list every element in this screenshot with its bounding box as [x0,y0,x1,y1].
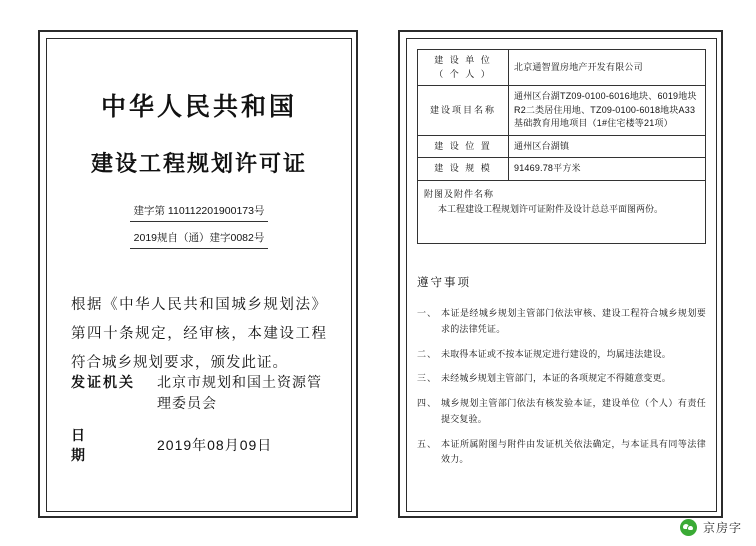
issue-date-value: 2019年08月09日 [157,437,273,453]
rule-number: 三、 [417,373,438,384]
certificate-inner-border [46,38,352,512]
source-badge [680,519,742,536]
rule-text: 本证所属附图与附件由发证机关依法确定，与本证具有同等法律效力。 [441,438,706,465]
details-inner-border [406,38,717,512]
issue-date-label: 日 期 [71,427,135,463]
issue-date-row [71,425,327,465]
row-label-construction-unit [418,50,509,86]
table-row [418,50,706,86]
certificate-number-line-2: 2019规自（通）建字0082号 [130,231,269,249]
row-value-project-name: 通州区台湖TZ09-0100-6016地块、6019地块R2二类居住用地、TZ09-0100-6018地块A33基础教育用地项目（1#住宅楼等21项） [509,86,706,136]
certificate-title-sub: 建设工程规划许可证 [90,151,307,176]
certificate-number-block [71,204,327,249]
issuer-label: 发证机关 [71,374,135,391]
rule-number: 一、 [417,308,438,319]
list-item [417,396,706,428]
table-row [418,135,706,158]
rules-title: 遵守事项 [417,277,471,290]
list-item [417,306,706,338]
row-value-scale: 91469.78平方米 [509,158,706,181]
row-label-scale: 建 设 规 模 [418,158,509,181]
list-item [417,347,706,363]
issuer-block [71,372,327,465]
table-row [418,158,706,181]
rule-text: 本证是经城乡规划主管部门依法审核、建设工程符合城乡规划要求的法律凭证。 [441,308,706,334]
certificate-title-main: 中华人民共和国 [100,93,297,121]
rule-text: 未经城乡规划主管部门，本证的各项规定不得随意变更。 [441,373,672,384]
table-row [418,86,706,136]
attachment-text: 本工程建设工程规划许可证附件及设计总总平面图两份。 [438,203,664,214]
rules-section [417,274,706,468]
row-value-construction-unit: 北京通智置房地产开发有限公司 [509,50,706,86]
issuer-value: 北京市规划和国土资源管理委员会 [157,374,322,411]
certificate-body-text: 根据《中华人民共和国城乡规划法》第四十条规定，经审核，本建设工程符合城乡规划要求，颁发此证。 [71,296,327,371]
label-line-1: 建 设 单 位 [434,55,492,65]
attachment-block [417,181,706,245]
list-item [417,437,706,469]
rule-text: 未取得本证或不按本证规定进行建设的，均属违法建设。 [441,348,672,359]
rule-number: 四、 [417,398,438,409]
project-info-table [417,49,706,181]
issuer-row [71,372,327,413]
details-panel [398,30,723,518]
certificate-number-line-1: 建字第 110112201900173号 [130,204,269,222]
wechat-logo-icon [680,519,697,536]
row-label-project-name: 建设项目名称 [418,86,509,136]
attachment-title: 附图及附件名称 [424,188,495,199]
certificate-panel [38,30,358,518]
rule-text: 城乡规划主管部门依法有核发验本证，建设单位（个人）有责任提交复验。 [441,398,706,424]
list-item [417,371,706,387]
row-label-location: 建 设 位 置 [418,135,509,158]
rule-number: 五、 [417,438,438,449]
row-value-location: 通州区台湖镇 [509,135,706,158]
source-badge-label: 京房字 [702,521,742,535]
label-line-2: （ 个 人 ） [434,68,492,79]
rule-number: 二、 [417,348,438,359]
